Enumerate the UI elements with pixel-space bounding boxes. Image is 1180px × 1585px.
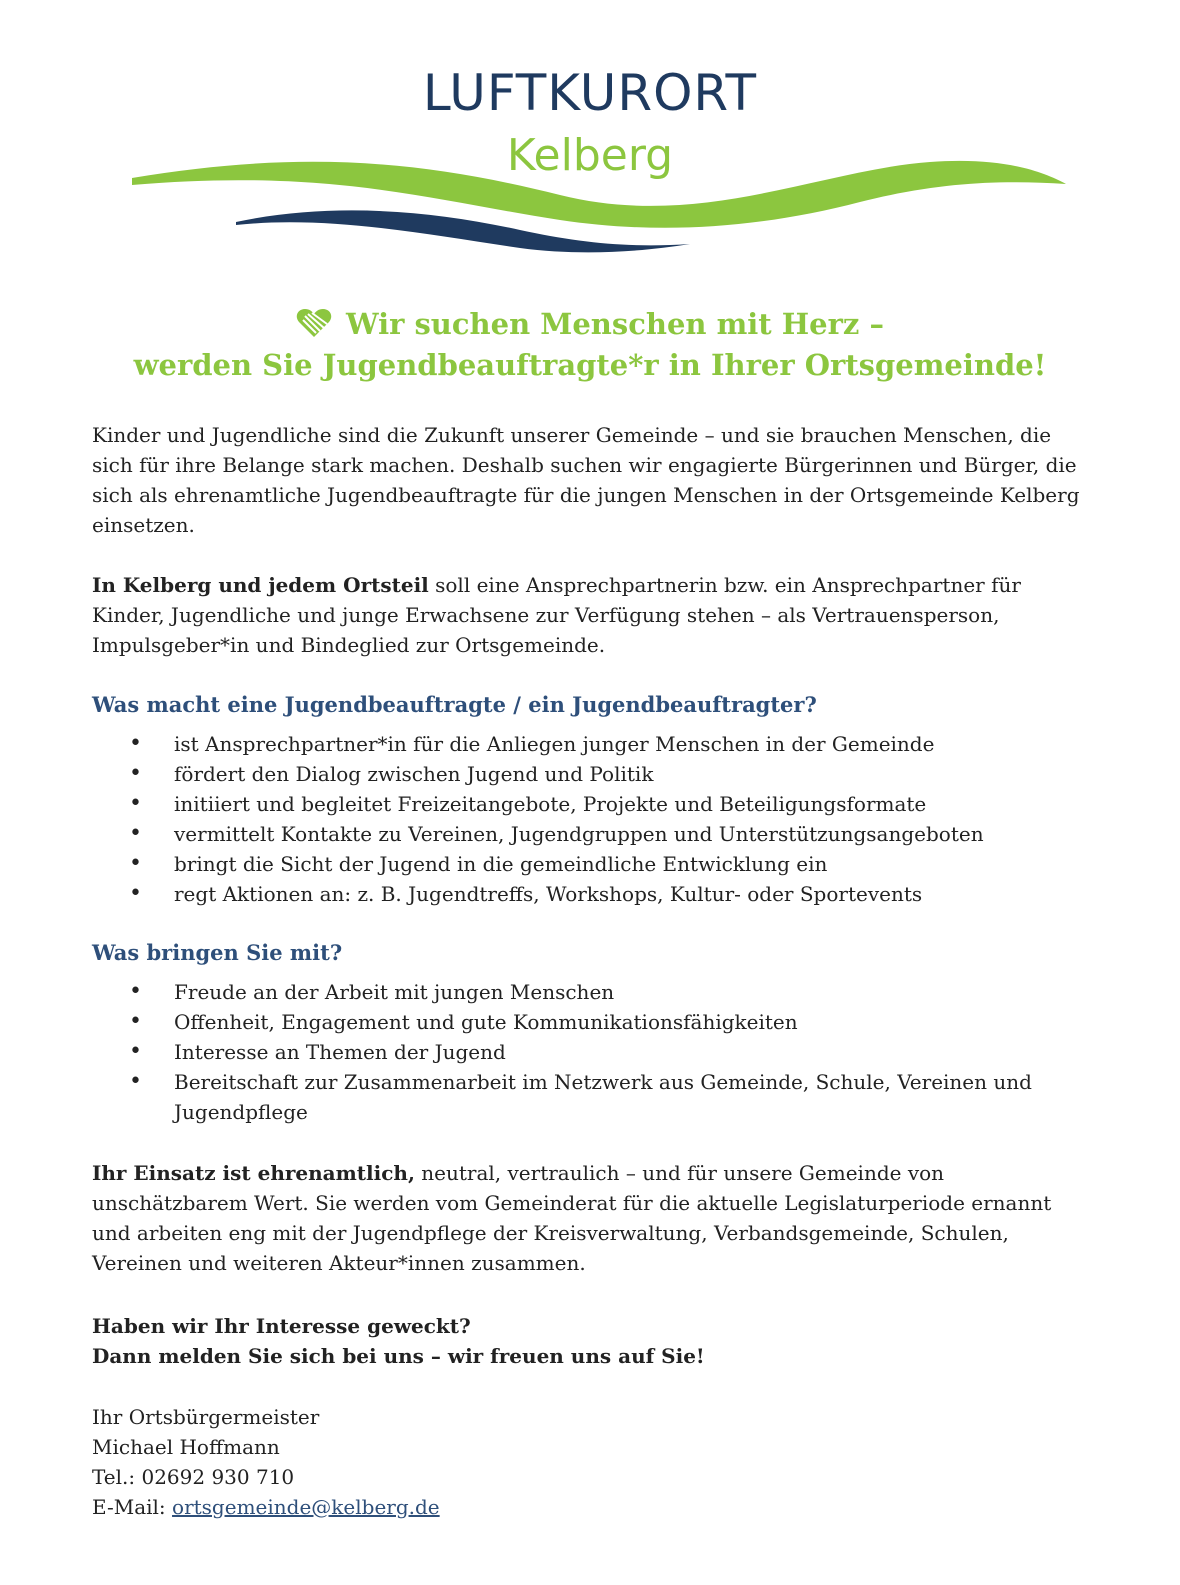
- headline-line-1: [40, 307, 1140, 341]
- signature-name: Michael Hoffmann: [92, 1435, 280, 1459]
- intro-paragraph: Kinder und Jugendliche sind die Zukunft unserer Gemeinde – und sie brauchen Menschen, die sich für ihre Belange stark machen. Deshalb suchen wir engagierte Bürgerinnen und Bürger, die sich als ehrenamtliche Jugendbeauftragte für die jungen Menschen in der Ortsgemeinde Kelberg einsetzen.: [92, 423, 1080, 537]
- aufgaben-list: [92, 729, 1092, 909]
- email-label: E-Mail:: [92, 1495, 173, 1519]
- logo-line-kelberg: Kelberg: [506, 130, 674, 181]
- signature-email-line: [92, 1492, 1092, 1522]
- voraussetzungen-list: [92, 977, 1092, 1127]
- list-item: • Offenheit, Engagement und gute Kommunikationsfähigkeiten: [92, 1007, 1092, 1037]
- list-item: • Bereitschaft zur Zusammenarbeit im Netzwerk aus Gemeinde, Schule, Vereinen und Jugendpflege: [92, 1067, 1092, 1127]
- signature-block: [92, 1402, 1092, 1522]
- logo-waves-icon: [0, 140, 1180, 270]
- list-item: • Freude an der Arbeit mit jungen Menschen: [92, 977, 1092, 1007]
- kelberg-logo: [0, 0, 1180, 290]
- signature-role: Ihr Ortsbürgermeister: [92, 1405, 320, 1429]
- list-item: • bringt die Sicht der Jugend in die gemeindliche Entwicklung ein: [92, 849, 1092, 879]
- einsatz-bold: Ihr Einsatz ist ehrenamtlich,: [92, 1161, 415, 1185]
- signature-phone: Tel.: 02692 930 710: [92, 1465, 295, 1489]
- list-item: • fördert den Dialog zwischen Jugend und Politik: [92, 759, 1092, 789]
- email-link[interactable]: ortsgemeinde@kelberg.de: [172, 1495, 440, 1519]
- list-item: • Interesse an Themen der Jugend: [92, 1037, 1092, 1067]
- list-item: • ist Ansprechpartner*in für die Anliegen junger Menschen in der Gemeinde: [92, 729, 1092, 759]
- heart-icon: [296, 308, 332, 338]
- ortsteil-rest: soll eine Ansprechpartnerin bzw. ein Ansprechpartner für Kinder, Jugendliche und junge Erwachsene zur Verfügung stehen – als Vertrauensperson, Impulsgeber*in und Bindeglied zur Ortsgemeinde.: [92, 573, 1021, 657]
- headline-line-2: werden Sie Jugendbeauftragte*r in Ihrer Ortsgemeinde!: [133, 348, 1047, 382]
- headline-text-1: Wir suchen Menschen mit Herz –: [346, 307, 884, 341]
- section-title-voraussetzungen: Was bringen Sie mit?: [92, 940, 343, 965]
- closing-line-2: Dann melden Sie sich bei uns – wir freuen uns auf Sie!: [92, 1344, 705, 1368]
- closing-line-1: Haben wir Ihr Interesse geweckt?: [92, 1314, 471, 1338]
- einsatz-rest: neutral, vertraulich – und für unsere Gemeinde von unschätzbarem Wert. Sie werden vom Gemeinderat für die aktuelle Legislaturperiode ernannt und arbeiten eng mit der Jugendpflege der Kreisverwaltung, Verbandsgemeinde, Schulen, Vereinen und weiteren Akteur*innen zusammen.: [92, 1161, 1052, 1275]
- list-item: • vermittelt Kontakte zu Vereinen, Jugendgruppen und Unterstützungsangeboten: [92, 819, 1092, 849]
- ortsteil-paragraph: [92, 570, 1092, 660]
- logo-line-luftkurort: LUFTKURORT: [422, 64, 758, 122]
- list-item: • initiiert und begleitet Freizeitangebote, Projekte und Beteiligungsformate: [92, 789, 1092, 819]
- list-item: • regt Aktionen an: z. B. Jugendtreffs, Workshops, Kultur- oder Sportevents: [92, 879, 1092, 909]
- einsatz-paragraph: [92, 1158, 1092, 1278]
- ortsteil-bold: In Kelberg und jedem Ortsteil: [92, 573, 429, 597]
- section-title-aufgaben: Was macht eine Jugendbeauftragte / ein Jugendbeauftragter?: [92, 692, 817, 717]
